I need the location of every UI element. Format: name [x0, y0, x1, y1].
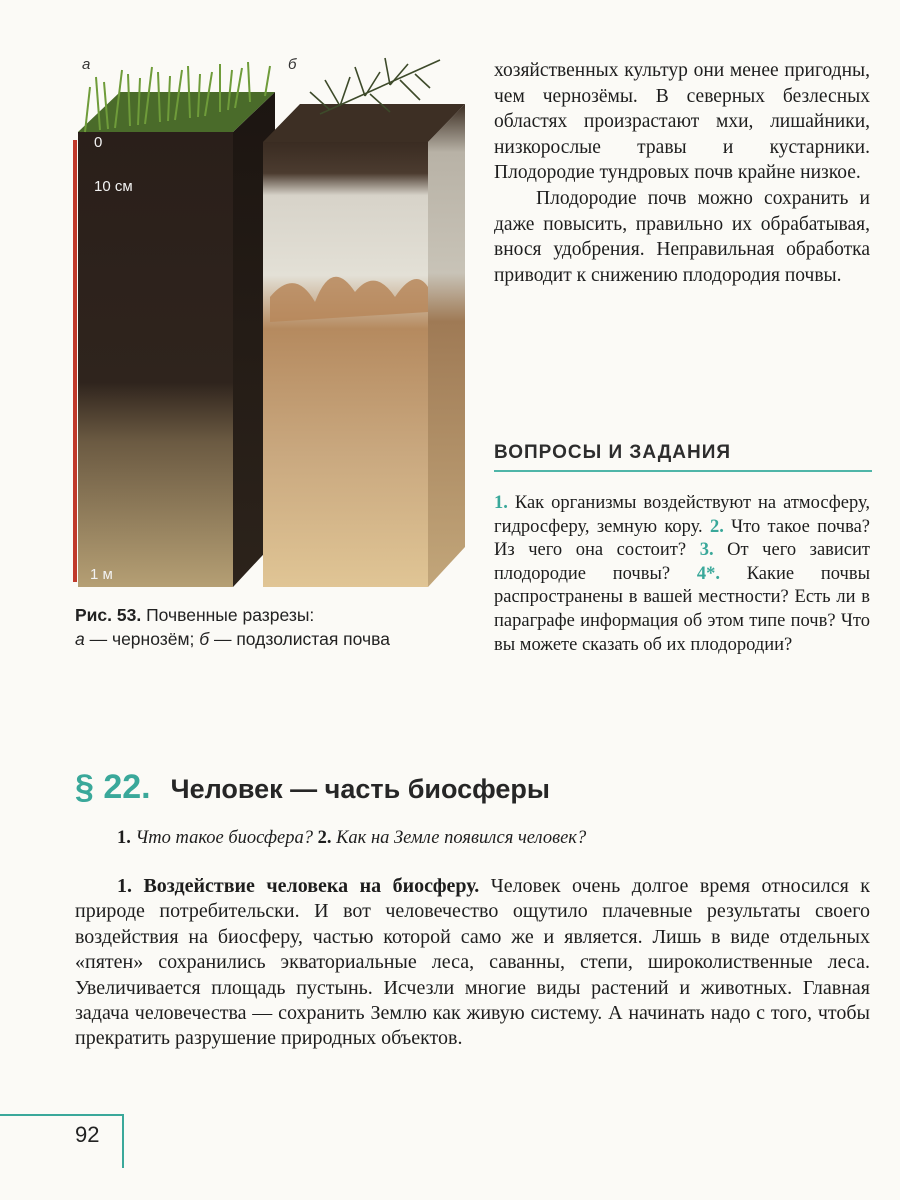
page-number: 92 — [75, 1122, 100, 1147]
scale-label-10cm: 10 см — [94, 178, 133, 195]
question-1-text: Как организмы воздействуют на атмосферу, гидросферу, земную кору. — [494, 493, 870, 537]
figure-label-b: б — [288, 56, 297, 73]
preq-1-text: Что такое биосфера? — [130, 828, 318, 848]
figure-caption — [75, 603, 475, 651]
preq-2-number: 2. — [317, 828, 332, 848]
right-paragraph-1: хозяйственных культур они менее пригодны, чем чернозёмы. В северных безлесных областях произрастают мхи, лишайники, низкорослые травы и кустарники. Плодородие тундровых почв крайне низкое. — [494, 60, 870, 184]
figure-label-a: а — [82, 56, 91, 73]
question-1-number: 1. — [494, 493, 508, 513]
paragraph-body — [75, 874, 870, 1052]
preq-1-number: 1. — [117, 828, 131, 848]
question-2-number: 2. — [709, 516, 724, 537]
page-number-frame — [0, 1114, 124, 1168]
paragraph-title: Человек — часть биосферы — [170, 774, 550, 804]
paragraph-heading — [75, 768, 550, 807]
body-text: Человек очень долгое время относился к природе потребительски. И вот человечество ощутило плачевные результаты своего воздействия на биосферу, частью которой само же и является. Лишь в виде отдельных «пятен» сохранились экваториальные леса, саванны, степи, широколиственные леса. Увеличивается площадь пустынь. Исчезли многие виды растений и животных. Главная задача человечества — сохранить Землю как живую систему. А начинать надо с того, чтобы прекратить разрушение природных объектов. — [75, 875, 870, 1050]
question-3-text: От чего зависит плодородие почвы? — [494, 540, 870, 584]
question-4-text: Какие почвы распространены в вашей местности? Есть ли в параграфе информация об этом типе почв? Что вы можете сказать об их плодородии? — [494, 563, 870, 655]
questions-list — [494, 492, 870, 657]
caption-line-1: Почвенные разрезы: — [141, 605, 315, 625]
caption-letter-b: б — [199, 629, 210, 649]
paragraph-number: § 22. — [75, 768, 151, 806]
question-2-text: Что такое почва? Из чего она состоит? — [494, 516, 870, 561]
question-3-number: 3. — [699, 540, 714, 561]
right-column-text — [494, 58, 870, 288]
caption-letter-a: а — [75, 629, 85, 649]
preliminary-questions — [117, 828, 586, 849]
questions-heading: ВОПРОСЫ И ЗАДАНИЯ — [494, 442, 872, 472]
preq-2-text: Как на Земле появился человек? — [331, 828, 587, 848]
soil-profiles-illustration — [70, 52, 470, 597]
scale-label-0: 0 — [94, 134, 103, 151]
scale-label-1m: 1 м — [90, 566, 113, 583]
caption-figure-number: Рис. 53. — [75, 605, 142, 625]
body-subheading: 1. Воздействие человека на биосферу. — [117, 875, 480, 897]
soil-profiles-figure — [70, 52, 470, 597]
question-4-number: 4*. — [696, 563, 720, 584]
caption-podzol: — подзолистая почва — [209, 629, 390, 649]
caption-chernozem: — чернозём; — [84, 629, 200, 649]
right-paragraph-2: Плодородие почв можно сохранить и даже повысить, правильно их обрабатывая, внося удобрения. Неправильная обработка приводит к снижению плодородия почвы. — [494, 187, 870, 286]
